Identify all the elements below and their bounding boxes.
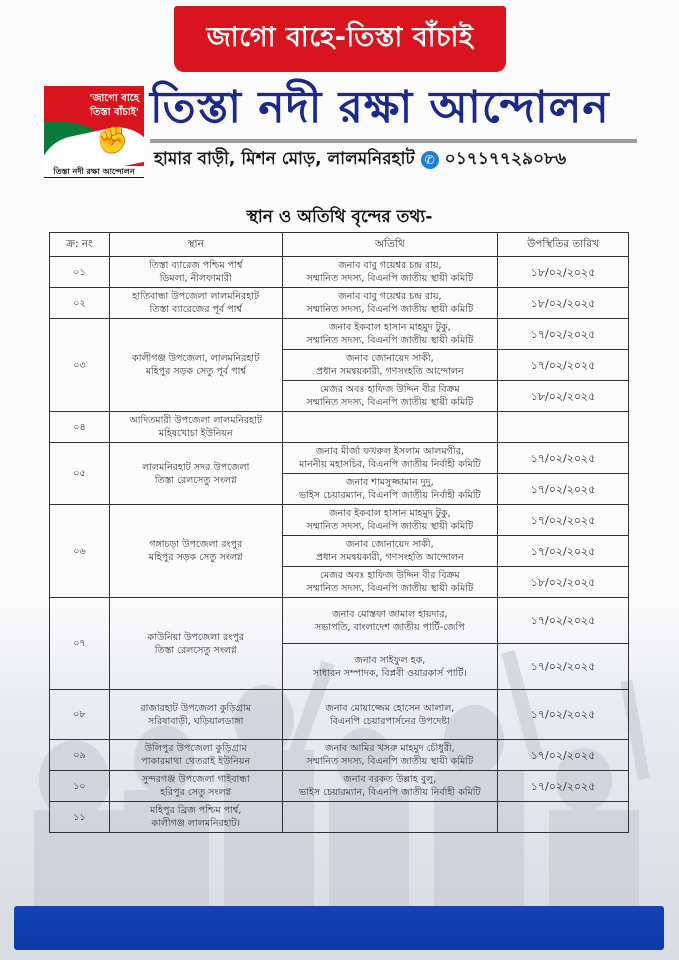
guest-designation: সম্মানিত সদস্য, বিএনপি জাতীয় স্থায়ী কমিটি <box>306 397 474 408</box>
slogan-banner: জাগো বাহে-তিস্তা বাঁচাই <box>174 6 506 72</box>
table-row <box>50 443 629 474</box>
place-cell <box>109 598 282 690</box>
guest-cell <box>282 536 498 567</box>
guest-cell <box>282 644 498 690</box>
guest-cell <box>282 505 498 536</box>
guest-designation: সম্মানিত সদস্য, বিএনপি জাতীয় স্থায়ী কমিটি <box>306 521 474 532</box>
attendance-date-cell: ১৮/০২/২০২৫ <box>498 381 629 412</box>
place-cell <box>109 257 282 288</box>
place-line: তিস্তা ব্যারেজের পূর্ব পার্শ্ব <box>149 304 242 315</box>
phone-icon: ✆ <box>421 151 439 169</box>
place-line: রাজারহাট উপজেলা কুড়িগ্রাম <box>140 702 252 714</box>
guest-designation: সম্মানিত সদস্য, বিএনপি জাতীয় স্থায়ী কমিটি <box>306 304 474 315</box>
column-header-date: উপস্থিতির তারিখ <box>498 233 629 257</box>
serial-cell: ০৪ <box>50 412 110 443</box>
place-cell <box>109 740 282 771</box>
attendance-date-cell: ১৭/০২/২০২৫ <box>498 319 629 350</box>
attendance-date-cell: ১৭/০২/২০২৫ <box>498 598 629 644</box>
attendance-date-cell: ১৮/০২/২০২৫ <box>498 257 629 288</box>
guest-name: জনাব শামসুজ্জামান দুদু, <box>346 477 434 488</box>
serial-cell: ০৬ <box>50 505 110 598</box>
guest-cell <box>282 257 498 288</box>
guest-cell <box>282 474 498 505</box>
address-text: হামার বাড়ী, মিশন মোড়, লালমনিরহাট <box>154 149 415 169</box>
organization-logo <box>44 86 144 178</box>
guest-designation: সম্মানিত সদস্য, বিএনপি জাতীয় স্থায়ী কমিটি <box>306 756 474 767</box>
place-line: মহিপুর সড়ক সেতু পূর্ব পার্শ্ব <box>145 366 246 377</box>
logo-slogan <box>89 92 139 120</box>
place-cell <box>109 443 282 505</box>
footer-bar <box>14 906 664 950</box>
place-line: সুন্দরগঞ্জ উপজেলা গাইবান্ধা <box>141 774 250 785</box>
place-cell <box>109 319 282 412</box>
place-cell <box>109 690 282 740</box>
title-divider <box>150 139 637 143</box>
serial-cell: ০৯ <box>50 740 110 771</box>
column-header-guest: অতিথি <box>282 233 498 257</box>
serial-cell: ০৫ <box>50 443 110 505</box>
place-line: মহিপুর ব্রিজ পশ্চিম পার্শ্ব, <box>150 805 242 816</box>
place-line: মহিষখোচা ইউনিয়ন <box>158 428 233 439</box>
attendance-date-cell: ১৭/০২/২০২৫ <box>498 443 629 474</box>
logo-emblem <box>44 86 144 166</box>
guest-cell <box>282 771 498 802</box>
guest-name: জনাব সাইফুল হক, <box>354 654 426 666</box>
table-row <box>50 319 629 350</box>
guest-designation: প্রধান সমন্বয়কারী, গণসংহতি আন্দোলন <box>316 552 464 563</box>
table-row <box>50 598 629 644</box>
guest-name: জনাব বাবু গয়েশ্বর চন্দ্র রায়, <box>338 260 442 271</box>
guest-cell <box>282 288 498 319</box>
table-row <box>50 288 629 319</box>
guest-cell <box>282 350 498 381</box>
guest-name: জনাব মীর্জা ফখরুল ইসলাম আলমগীর, <box>315 446 464 457</box>
attendance-date-cell: ১৭/০২/২০২৫ <box>498 536 629 567</box>
guest-name: জনাব জোনায়েদ সাকী, <box>346 539 434 550</box>
attendance-date-cell: ১৭/০২/২০২৫ <box>498 505 629 536</box>
serial-cell: ০১ <box>50 257 110 288</box>
organization-title: তিস্তা নদী রক্ষা আন্দোলন <box>150 82 610 133</box>
guest-designation: ভাইস চেয়ারম্যান, বিএনপি জাতীয় নির্বাহী কমিটি <box>299 787 481 798</box>
table-header-row <box>50 233 629 257</box>
guest-cell <box>282 740 498 771</box>
guest-designation: সম্মানিত সদস্য, বিএনপি জাতীয় স্থায়ী কমিটি <box>306 273 474 284</box>
attendance-date-cell <box>498 802 629 833</box>
place-line: উলিপুর উপজেলা কুড়িগ্রাম <box>144 743 247 754</box>
table-row <box>50 505 629 536</box>
place-line: হরিপুর সেতু সংলগ্ন <box>160 787 232 798</box>
serial-cell: ১০ <box>50 771 110 802</box>
guest-designation: মাননীয় মহাসচিব, বিএনপি জাতীয় নির্বাহী কমিটি <box>299 459 481 470</box>
place-line: সরিষাবাড়ী, ঘড়িয়ালডাঙ্গা <box>148 715 244 727</box>
logo-caption: তিস্তা নদী রক্ষা আন্দোলন <box>44 166 144 178</box>
serial-cell: ০৩ <box>50 319 110 412</box>
place-cell <box>109 802 282 833</box>
place-line: হাতিবান্ধা উপজেলা লালমনিরহাট <box>132 291 260 302</box>
place-cell <box>109 412 282 443</box>
guest-name: জনাব জোনায়েদ সাকী, <box>346 353 434 364</box>
place-line: লালমনিরহাট সদর উপজেলা <box>142 461 250 473</box>
place-line: পাকারমাথা থেতরাই ইউনিয়ন <box>141 756 251 767</box>
place-cell <box>109 505 282 598</box>
guest-name: জনাব আমির খসরু মাহমুদ চৌধুরী, <box>325 743 455 754</box>
attendance-date-cell: ১৭/০২/২০২৫ <box>498 771 629 802</box>
table-row <box>50 740 629 771</box>
guest-cell <box>282 567 498 598</box>
guest-name: জনাব বরকত উল্লাহ বুলু, <box>343 774 437 785</box>
place-line: কাউনিয়া উপজেলা রংপুর <box>147 631 244 643</box>
serial-cell: ১১ <box>50 802 110 833</box>
guest-cell <box>282 690 498 740</box>
table-row <box>50 771 629 802</box>
raised-fist-icon: ✊ <box>96 126 129 156</box>
guest-cell <box>282 412 498 443</box>
table-row <box>50 802 629 833</box>
place-line: গঙ্গাচড়া উপজেলা রংপুর <box>149 539 243 550</box>
place-line: মহিপুর সড়ক সেতু সংলগ্ন <box>148 552 243 563</box>
serial-cell: ০২ <box>50 288 110 319</box>
attendance-date-cell: ১৭/০২/২০২৫ <box>498 740 629 771</box>
place-line: ডিমলা, নীলফামারী <box>159 273 232 284</box>
table-row <box>50 412 629 443</box>
phone-number: ০১৭১৭৭২৯০৮৬ <box>444 149 567 169</box>
column-header-place: স্থান <box>109 233 282 257</box>
guest-designation: বিএনপি চেয়ারপার্সনের উপদেষ্টা <box>329 715 450 727</box>
guest-designation: সম্মানিত সদস্য, বিএনপি জাতীয় স্থায়ী কমিটি <box>306 335 474 346</box>
guest-name: জনাব ইকবাল হাসান মাহমুদ টুকু, <box>329 508 451 519</box>
table-body <box>50 257 629 833</box>
contact-line <box>154 147 566 173</box>
serial-cell: ০৮ <box>50 690 110 740</box>
column-header-serial: ক্র: নং <box>50 233 110 257</box>
attendance-date-cell: ১৭/০২/২০২৫ <box>498 350 629 381</box>
place-line: আদিতমারী উপজেলা লালমনিরহাট <box>129 415 263 426</box>
guest-name: জনাব ইকবাল হাসান মাহমুদ টুকু, <box>329 322 451 333</box>
logo-slogan-line1: 'জাগো বাহে <box>89 93 139 104</box>
attendance-date-cell: ১৮/০২/২০২৫ <box>498 567 629 598</box>
guest-cell <box>282 598 498 644</box>
place-cell <box>109 288 282 319</box>
place-line: কালীগঞ্জ লালমনিরহাট। <box>151 818 241 829</box>
guest-name: জনাব মোস্তফা জামাল হায়দার, <box>332 608 448 620</box>
guest-name: জনাব বাবু গয়েশ্বর চন্দ্র রায়, <box>338 291 442 302</box>
venue-guest-table <box>49 232 629 833</box>
attendance-date-cell: ১৭/০২/২০২৫ <box>498 690 629 740</box>
guest-designation: ভাইস চেয়ারম্যান, বিএনপি জাতীয় নির্বাহী কমিটি <box>299 490 481 501</box>
table-row <box>50 257 629 288</box>
table-row <box>50 690 629 740</box>
place-line: কালীগঞ্জ উপজেলা, লালমনিরহাট <box>132 353 260 364</box>
attendance-date-cell: ১৭/০২/২০২৫ <box>498 474 629 505</box>
place-line: তিস্তা রেলসেতু সংলগ্ন <box>154 474 237 486</box>
guest-cell <box>282 319 498 350</box>
serial-cell: ০৭ <box>50 598 110 690</box>
place-cell <box>109 771 282 802</box>
guest-name: জনাব মোয়াজ্জেম হোসেন আলাল, <box>325 702 455 714</box>
guest-designation: প্রধান সমন্বয়কারী, গণসংহতি আন্দোলন <box>316 366 464 377</box>
place-line: তিস্তা রেলসেতু সংলগ্ন <box>154 644 237 656</box>
guest-designation: সভাপতি, বাংলাদেশ জাতীয় পার্টি-জেপি <box>315 621 465 633</box>
place-line: তিস্তা ব্যারেজ পশ্চিম পার্শ্ব <box>149 260 243 271</box>
guest-name: মেজর অবঃ হাফিজ উদ্দিন বীর বিক্রম <box>319 384 460 395</box>
guest-cell <box>282 802 498 833</box>
attendance-date-cell <box>498 412 629 443</box>
guest-name: মেজর অবঃ হাফিজ উদ্দিন বীর বিক্রম <box>319 570 460 581</box>
logo-slogan-line2: তিস্তা বাঁচাই' <box>90 107 139 118</box>
guest-designation: সাধারন সম্পাদক, বিপ্লবী ওয়ারকার্স পার্টি। <box>312 667 467 679</box>
guest-cell <box>282 443 498 474</box>
attendance-date-cell: ১৭/০২/২০২৫ <box>498 644 629 690</box>
guest-designation: সম্মানিত সদস্য, বিএনপি জাতীয় স্থায়ী কমিটি <box>306 583 474 594</box>
attendance-date-cell: ১৮/০২/২০২৫ <box>498 288 629 319</box>
section-heading: স্থান ও অতিথি বৃন্দের তথ্য- <box>246 207 433 227</box>
guest-cell <box>282 381 498 412</box>
